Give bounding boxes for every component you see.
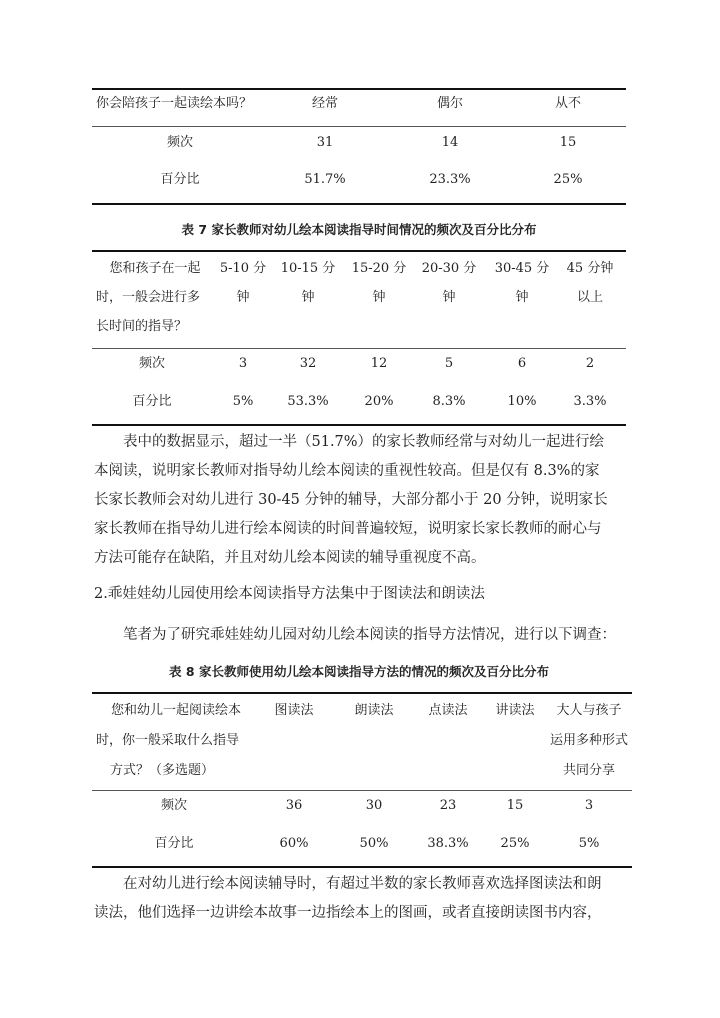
table-7-row-label: 频次: [138, 356, 165, 371]
table-7-row-label: 百分比: [132, 394, 172, 409]
table-7-cell: 2: [585, 356, 595, 371]
table-7-bottom-rule: [92, 424, 626, 426]
table-7-col-5-10: 5-10 分 钟: [219, 261, 267, 305]
table-7-cell: 32: [299, 356, 317, 371]
table-6-cell: 15: [559, 135, 577, 150]
table-7-col-10-15: 10-15 分 钟: [280, 261, 336, 305]
table-7-col-45-plus: 45 分钟 以上: [566, 261, 614, 305]
table-8-row-label: 频次: [160, 798, 187, 813]
table-8-question: 您和幼儿一起阅读绘本 时，你一般采取什么指导 方式？（多选题）: [96, 703, 241, 778]
table-6-cell: 14: [441, 135, 459, 150]
table-8-row-label: 百分比: [154, 836, 194, 851]
table-8-caption: 表 8 家长教师使用幼儿绘本阅读指导方法的情况的频次及百分比分布: [169, 664, 549, 679]
table-7-caption: 表 7 家长教师对幼儿绘本阅读指导时间情况的频次及百分比分布: [181, 222, 537, 237]
table-7-question: 您和孩子在一起 时，一般会进行多 长时间的指导？: [96, 261, 201, 334]
table-8-cell: 60%: [279, 836, 309, 851]
table-8-col-point-reading: 点读法: [428, 703, 468, 718]
table-8-cell: 15: [506, 798, 524, 813]
section-heading: 2.乖娃娃幼儿园使用绘本阅读指导方法集中于图读法和朗读法: [94, 586, 485, 602]
table-6-cell: 23.3%: [429, 172, 471, 187]
table-7-col-30-45: 30-45 分 钟: [494, 261, 550, 305]
table-7-col-20-30: 20-30 分 钟: [421, 261, 477, 305]
table-8-col-picture: 图读法: [274, 703, 314, 718]
table-8-bottom-rule: [92, 866, 632, 868]
table-6-col-sometimes: 偶尔: [436, 96, 463, 111]
table-6-row-label: 百分比: [160, 172, 200, 187]
paragraph-1: 表中的数据显示，超过一半（51.7%）的家长教师经常与对幼儿一起进行绘 本阅读，说明家长教师对指导幼儿绘本阅读的重视性较高。但是仅有 8.3%的家 长家长教师会对幼儿进行 30-45 分钟的辅导，大部分都小于 20 分钟，说明家长 家长教师在指导幼儿进行绘本阅读的时间普遍较短，说明家长家长教师的耐心与 方法可能存在缺陷，并且对幼儿绘本阅读的辅导重视度不高。: [94, 434, 608, 566]
table-8-col-shared: 大人与孩子 运用多种形式 共同分享: [549, 703, 628, 778]
table-7-top-rule: [92, 250, 626, 252]
table-8-cell: 25%: [500, 836, 530, 851]
table-6-bottom-rule: [92, 203, 626, 205]
table-8-cell: 36: [285, 798, 303, 813]
table-7-cell: 53.3%: [287, 394, 329, 409]
table-8-cell: 3: [584, 798, 594, 813]
table-7-cell: 5%: [232, 394, 254, 409]
table-8-col-explain: 讲读法: [495, 703, 535, 718]
paragraph-2: 笔者为了研究乖娃娃幼儿园对幼儿绘本阅读的指导方法情况，进行以下调查：: [123, 627, 616, 643]
table-6-cell: 51.7%: [304, 172, 346, 187]
table-8-cell: 38.3%: [427, 836, 469, 851]
table-7-cell: 6: [517, 356, 527, 371]
table-8-cell: 30: [365, 798, 383, 813]
table-7-cell: 3.3%: [573, 394, 607, 409]
table-8-cell: 5%: [578, 836, 600, 851]
table-7-cell: 10%: [507, 394, 537, 409]
table-6-cell: 25%: [553, 172, 583, 187]
table-8-cell: 50%: [359, 836, 389, 851]
table-7-col-15-20: 15-20 分 钟: [351, 261, 407, 305]
table-6-col-often: 经常: [311, 96, 338, 111]
paragraph-3: 在对幼儿进行绘本阅读辅导时，有超过半数的家长教师喜欢选择图读法和朗 读法，他们选择一边讲绘本故事一边指绘本上的图画，或者直接朗读图书内容，: [94, 876, 602, 921]
table-8-cell: 23: [439, 798, 457, 813]
table-8-col-reading-aloud: 朗读法: [354, 703, 394, 718]
table-6-col-never: 从不: [554, 96, 581, 111]
table-6-cell: 31: [316, 135, 334, 150]
table-7-cell: 20%: [364, 394, 394, 409]
table-6-question: 你会陪孩子一起读绘本吗？: [96, 96, 253, 111]
table-7-cell: 12: [370, 356, 388, 371]
table-7-cell: 5: [444, 356, 454, 371]
table-7-cell: 3: [238, 356, 248, 371]
table-7-cell: 8.3%: [432, 394, 466, 409]
table-8-top-rule: [92, 692, 632, 694]
table-6-row-label: 频次: [166, 135, 193, 150]
